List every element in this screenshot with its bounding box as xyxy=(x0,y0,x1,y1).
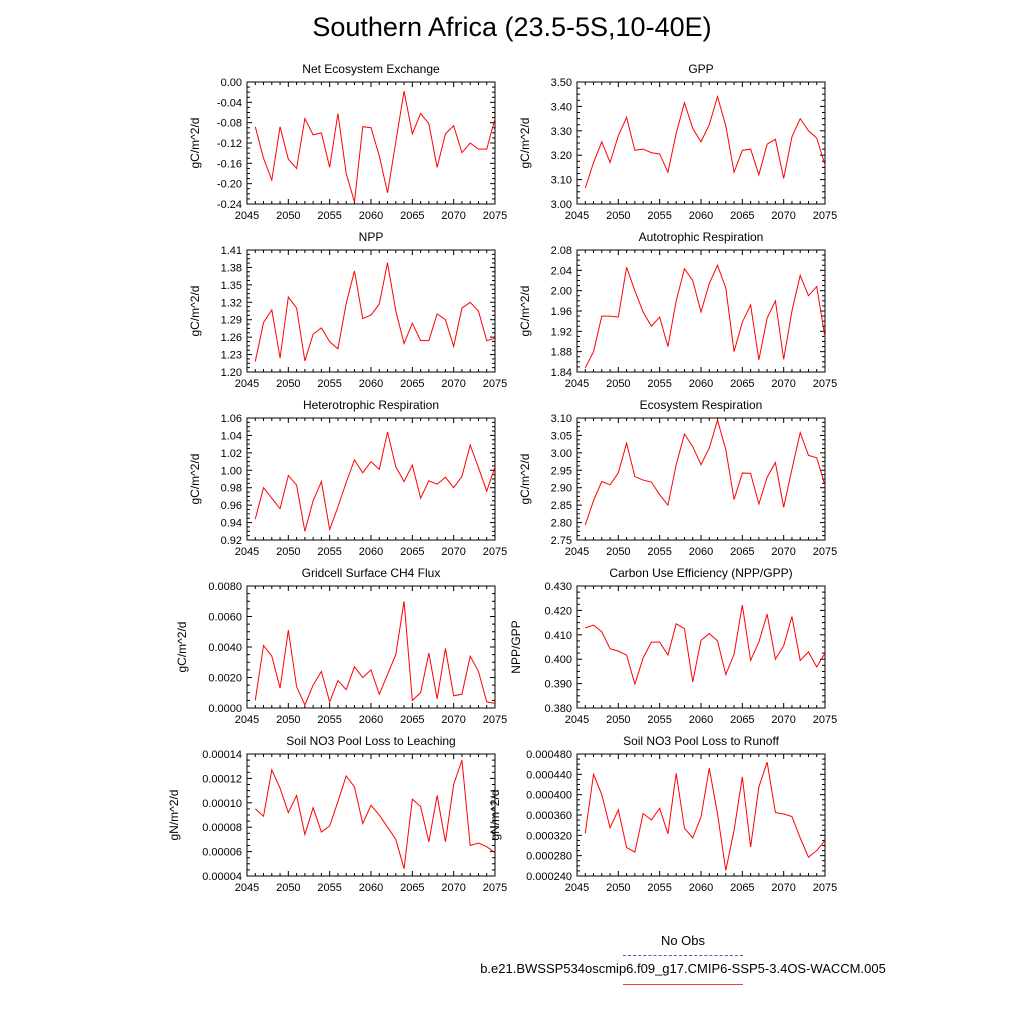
x-tick-label: 2060 xyxy=(688,546,714,558)
x-tick-label: 2065 xyxy=(730,378,755,390)
y-tick-label: 1.92 xyxy=(550,326,572,339)
y-axis-label: gC/m^2/d xyxy=(175,621,189,673)
chart-title: Gridcell Surface CH4 Flux xyxy=(301,566,441,580)
y-tick-label: 2.04 xyxy=(550,265,572,278)
chart-panel-7 xyxy=(175,566,507,726)
x-tick-label: 2075 xyxy=(482,378,508,390)
y-tick-label: 0.0020 xyxy=(208,672,242,685)
x-tick-label: 2065 xyxy=(730,210,755,222)
x-tick-label: 2050 xyxy=(606,210,631,222)
x-tick-label: 2065 xyxy=(730,714,755,726)
y-tick-label: 0.390 xyxy=(544,678,572,691)
chart-title: NPP xyxy=(358,230,384,244)
plot-frame xyxy=(247,418,495,540)
x-tick-label: 2050 xyxy=(606,378,631,390)
chart-panel-8 xyxy=(509,566,837,726)
x-tick-label: 2045 xyxy=(564,210,590,222)
x-tick-label: 2045 xyxy=(564,714,590,726)
y-tick-label: 3.40 xyxy=(550,101,572,114)
chart-panel-2 xyxy=(518,62,837,222)
chart-panel-1 xyxy=(188,62,507,222)
x-tick-label: 2075 xyxy=(812,714,838,726)
series-line-1 xyxy=(255,601,495,705)
series-line-1 xyxy=(585,420,825,525)
x-tick-label: 2075 xyxy=(482,882,508,894)
y-tick-label: 1.00 xyxy=(220,465,242,478)
x-tick-label: 2065 xyxy=(400,546,425,558)
y-tick-label: 3.05 xyxy=(550,430,572,443)
y-tick-label: -0.16 xyxy=(216,158,242,171)
y-tick-label: 0.92 xyxy=(220,535,242,547)
x-tick-label: 2050 xyxy=(276,210,301,222)
y-tick-label: 2.75 xyxy=(550,535,572,547)
y-tick-label: 0.430 xyxy=(544,581,572,593)
y-tick-label: 0.0040 xyxy=(208,642,242,654)
x-tick-label: 2070 xyxy=(441,546,466,558)
series-line-1 xyxy=(585,762,825,870)
y-tick-label: 0.000240 xyxy=(526,871,572,883)
y-tick-label: 3.10 xyxy=(550,413,572,425)
y-tick-label: 0.00014 xyxy=(202,749,242,761)
y-tick-label: 0.96 xyxy=(220,500,242,513)
series-line-1 xyxy=(585,265,825,368)
y-tick-label: 0.00004 xyxy=(202,871,242,883)
y-axis-label: gC/m^2/d xyxy=(188,285,202,337)
x-tick-label: 2045 xyxy=(234,714,260,726)
chart-panel-5 xyxy=(188,398,507,558)
y-tick-label: 3.10 xyxy=(550,174,572,187)
chart-title: Ecosystem Respiration xyxy=(639,398,763,412)
x-tick-label: 2075 xyxy=(812,546,838,558)
legend-obs-line xyxy=(623,955,743,956)
x-tick-label: 2060 xyxy=(358,546,384,558)
plot-frame xyxy=(577,586,825,708)
y-axis-label: gC/m^2/d xyxy=(518,285,532,337)
x-tick-label: 2055 xyxy=(647,546,672,558)
x-tick-label: 2070 xyxy=(771,714,796,726)
x-tick-label: 2050 xyxy=(276,714,301,726)
y-tick-label: -0.24 xyxy=(216,199,242,211)
y-tick-label: -0.04 xyxy=(216,97,242,110)
legend-obs-label: No Obs xyxy=(660,933,706,948)
x-tick-label: 2045 xyxy=(234,546,260,558)
series-line-1 xyxy=(255,91,495,202)
chart-panel-10 xyxy=(488,734,837,894)
y-tick-label: 1.23 xyxy=(220,349,242,362)
x-tick-label: 2055 xyxy=(317,546,342,558)
chart-panel-3 xyxy=(188,230,507,390)
x-tick-label: 2070 xyxy=(771,882,796,894)
y-tick-label: 0.000280 xyxy=(526,850,572,863)
x-tick-label: 2075 xyxy=(812,378,838,390)
x-tick-label: 2060 xyxy=(358,378,384,390)
x-tick-label: 2060 xyxy=(358,882,384,894)
x-tick-label: 2065 xyxy=(730,882,755,894)
y-tick-label: 0.420 xyxy=(544,605,572,618)
y-tick-label: 1.04 xyxy=(220,430,242,443)
x-tick-label: 2045 xyxy=(564,882,590,894)
x-tick-label: 2055 xyxy=(317,210,342,222)
y-tick-label: 0.94 xyxy=(220,517,242,530)
x-tick-label: 2060 xyxy=(688,714,714,726)
series-line-1 xyxy=(255,760,495,869)
y-tick-label: 1.96 xyxy=(550,306,572,318)
x-tick-label: 2060 xyxy=(688,882,714,894)
y-tick-label: 0.410 xyxy=(544,629,572,642)
y-tick-label: 1.41 xyxy=(220,245,242,257)
y-axis-label: gC/m^2/d xyxy=(518,453,532,505)
y-tick-label: 1.26 xyxy=(220,332,242,345)
y-axis-label: gN/m^2/d xyxy=(167,789,181,841)
x-tick-label: 2065 xyxy=(400,882,425,894)
x-tick-label: 2075 xyxy=(482,714,508,726)
chart-title: Autotrophic Respiration xyxy=(638,230,764,244)
y-tick-label: 1.29 xyxy=(220,314,242,327)
y-tick-label: 2.00 xyxy=(550,285,572,298)
y-tick-label: 0.380 xyxy=(544,703,572,715)
x-tick-label: 2075 xyxy=(482,546,508,558)
y-axis-label: gC/m^2/d xyxy=(188,453,202,505)
y-tick-label: 0.400 xyxy=(544,654,572,667)
plot-frame xyxy=(577,82,825,204)
x-tick-label: 2070 xyxy=(771,546,796,558)
x-tick-label: 2060 xyxy=(358,210,384,222)
x-tick-label: 2055 xyxy=(647,882,672,894)
y-tick-label: 0.000480 xyxy=(526,749,572,761)
y-axis-label: gC/m^2/d xyxy=(518,117,532,169)
y-tick-label: 0.98 xyxy=(220,482,242,495)
x-tick-label: 2060 xyxy=(358,714,384,726)
x-tick-label: 2070 xyxy=(441,882,466,894)
chart-title: Soil NO3 Pool Loss to Runoff xyxy=(623,734,779,748)
chart-panel-9 xyxy=(167,734,507,894)
x-tick-label: 2050 xyxy=(276,546,301,558)
chart-title: GPP xyxy=(688,62,714,76)
y-tick-label: 0.00008 xyxy=(202,822,242,835)
chart-panel-6 xyxy=(518,398,837,558)
y-tick-label: 0.0060 xyxy=(208,611,242,624)
y-tick-label: 1.06 xyxy=(220,413,242,425)
series-line-1 xyxy=(255,432,495,531)
plot-frame xyxy=(247,586,495,708)
y-tick-label: 1.32 xyxy=(220,297,242,310)
y-tick-label: 3.30 xyxy=(550,125,572,138)
x-tick-label: 2075 xyxy=(812,210,838,222)
x-tick-label: 2050 xyxy=(276,378,301,390)
series-line-1 xyxy=(585,97,825,189)
x-tick-label: 2060 xyxy=(688,378,714,390)
x-tick-label: 2045 xyxy=(234,378,260,390)
y-tick-label: 0.00012 xyxy=(202,773,242,786)
x-tick-label: 2070 xyxy=(441,714,466,726)
y-tick-label: 3.00 xyxy=(550,447,572,460)
x-tick-label: 2070 xyxy=(771,210,796,222)
x-tick-label: 2050 xyxy=(606,714,631,726)
y-tick-label: 1.02 xyxy=(220,447,242,460)
x-tick-label: 2055 xyxy=(317,714,342,726)
x-tick-label: 2065 xyxy=(400,210,425,222)
y-tick-label: -0.08 xyxy=(216,117,242,130)
y-tick-label: 0.000400 xyxy=(526,789,572,802)
y-tick-label: 2.80 xyxy=(550,517,572,530)
x-tick-label: 2075 xyxy=(482,210,508,222)
chart-title: Carbon Use Efficiency (NPP/GPP) xyxy=(609,566,793,580)
x-tick-label: 2065 xyxy=(730,546,755,558)
y-tick-label: 0.00 xyxy=(220,77,242,89)
y-tick-label: 1.38 xyxy=(220,262,242,275)
y-tick-label: 0.000320 xyxy=(526,830,572,843)
chart-title: Soil NO3 Pool Loss to Leaching xyxy=(286,734,456,748)
x-tick-label: 2055 xyxy=(647,210,672,222)
plot-frame xyxy=(247,250,495,372)
chart-title: Heterotrophic Respiration xyxy=(302,398,440,412)
x-tick-label: 2045 xyxy=(564,378,590,390)
x-tick-label: 2055 xyxy=(647,378,672,390)
x-tick-label: 2065 xyxy=(400,714,425,726)
x-tick-label: 2050 xyxy=(276,882,301,894)
y-tick-label: 1.35 xyxy=(220,279,242,292)
x-tick-label: 2070 xyxy=(771,378,796,390)
x-tick-label: 2055 xyxy=(317,378,342,390)
y-tick-label: 1.20 xyxy=(220,367,242,379)
y-tick-label: 2.08 xyxy=(550,245,572,257)
x-tick-label: 2055 xyxy=(647,714,672,726)
x-tick-label: 2065 xyxy=(400,378,425,390)
y-tick-label: 1.88 xyxy=(550,346,572,359)
x-tick-label: 2075 xyxy=(812,882,838,894)
x-tick-label: 2070 xyxy=(441,378,466,390)
series-line-1 xyxy=(255,263,495,362)
legend-model-line xyxy=(623,984,743,985)
series-line-1 xyxy=(585,605,825,684)
chart-panel-4 xyxy=(518,230,837,390)
x-tick-label: 2070 xyxy=(441,210,466,222)
y-tick-label: 2.90 xyxy=(550,482,572,495)
x-tick-label: 2045 xyxy=(234,210,260,222)
x-tick-label: 2045 xyxy=(564,546,590,558)
y-tick-label: 0.00006 xyxy=(202,846,242,859)
chart-title: Net Ecosystem Exchange xyxy=(302,62,440,76)
y-axis-label: gC/m^2/d xyxy=(188,117,202,169)
y-tick-label: 0.000360 xyxy=(526,810,572,822)
y-tick-label: 0.00010 xyxy=(202,797,242,810)
x-tick-label: 2060 xyxy=(688,210,714,222)
y-tick-label: 0.0080 xyxy=(208,581,242,593)
x-tick-label: 2055 xyxy=(317,882,342,894)
y-tick-label: 1.84 xyxy=(550,367,572,379)
y-tick-label: 3.00 xyxy=(550,199,572,211)
page-title: Southern Africa (23.5-5S,10-40E) xyxy=(312,12,712,42)
y-tick-label: 2.95 xyxy=(550,465,572,478)
y-tick-label: -0.12 xyxy=(216,138,242,150)
y-tick-label: 0.0000 xyxy=(208,703,242,715)
y-tick-label: 0.000440 xyxy=(526,769,572,782)
y-tick-label: -0.20 xyxy=(216,178,242,191)
x-tick-label: 2045 xyxy=(234,882,260,894)
y-tick-label: 3.20 xyxy=(550,150,572,163)
y-tick-label: 2.85 xyxy=(550,500,572,513)
y-tick-label: 3.50 xyxy=(550,77,572,89)
x-tick-label: 2050 xyxy=(606,546,631,558)
y-axis-label: NPP/GPP xyxy=(509,620,523,674)
y-axis-label: gN/m^2/d xyxy=(488,789,502,841)
legend-model-label: b.e21.BWSSP534oscmip6.f09_g17.CMIP6-SSP5-3.4OS-WACCM.005 xyxy=(480,961,886,976)
x-tick-label: 2050 xyxy=(606,882,631,894)
